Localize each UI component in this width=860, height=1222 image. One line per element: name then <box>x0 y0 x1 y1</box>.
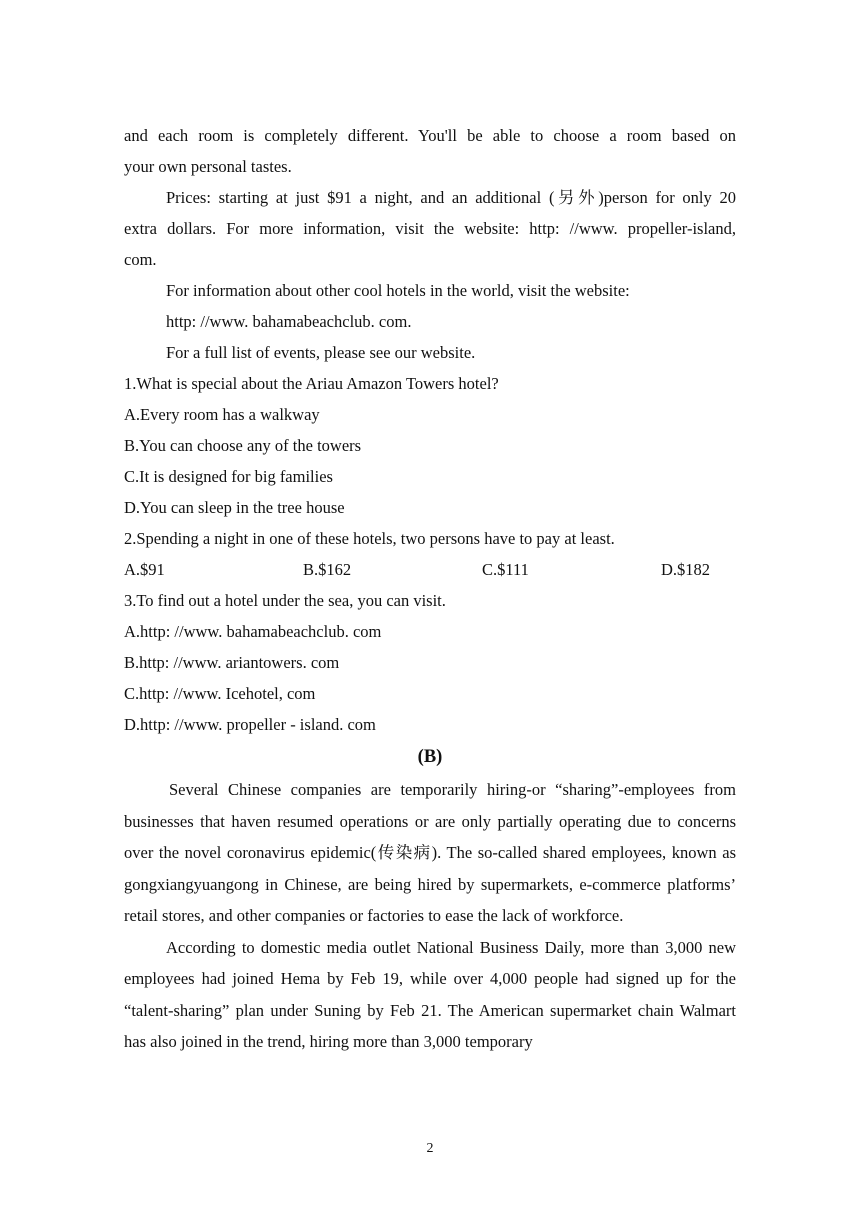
question-2-options <box>124 554 736 585</box>
question-2-option-d: D.$182 <box>661 560 711 579</box>
question-2-stem: 2.Spending a night in one of these hotels, two persons have to pay at least. <box>124 529 615 548</box>
question-3-option-d: D.http: //www. propeller - island. com <box>124 715 376 734</box>
question-3-option-c: C.http: //www. Icehotel, com <box>124 684 316 703</box>
prices-line-2: extra dollars. For more information, visit the website: http: //www. propeller-island, <box>124 219 736 238</box>
section-heading: (B) <box>417 747 443 767</box>
question-1-stem: 1.What is special about the Ariau Amazon Towers hotel? <box>124 374 499 393</box>
intro-line-1: and each room is completely different. You'll be able to choose a room based on <box>124 126 736 145</box>
info-line-3: For a full list of events, please see our website. <box>166 343 476 362</box>
passage-b-paragraph-1: Several Chinese companies are temporarily hiring-or “sharing”-employees from businesses that haven resumed operations or are only partially operating due to concerns over the novel coronavirus epidemic(传染病). The so-called shared employees, known as gongxiangyuangong in Chinese, are being hired by supermarkets, e-commerce platforms’ retail stores, and other companies or factories to ease the lack of workforce. <box>124 780 736 925</box>
prices-line-3: com. <box>124 250 157 269</box>
question-1-option-b: B.You can choose any of the towers <box>124 436 362 455</box>
question-1-option-a: A.Every room has a walkway <box>124 405 320 424</box>
passage-b <box>124 774 736 1058</box>
question-2-option-c: C.$111 <box>482 560 529 579</box>
question-3-option-a: A.http: //www. bahamabeachclub. com <box>124 622 382 641</box>
prices-line-1: Prices: starting at just $91 a night, and an additional (另外)person for only 20 <box>166 188 736 207</box>
question-1-option-d: D.You can sleep in the tree house <box>124 498 345 517</box>
question-1-option-c: C.It is designed for big families <box>124 467 333 486</box>
page-number: 2 <box>426 1141 434 1156</box>
question-3-option-b: B.http: //www. ariantowers. com <box>124 653 340 672</box>
question-3-stem: 3.To find out a hotel under the sea, you can visit. <box>124 591 446 610</box>
document-page <box>124 120 736 1058</box>
intro-line-2: your own personal tastes. <box>124 157 292 176</box>
passage-b-paragraph-2: According to domestic media outlet National Business Daily, more than 3,000 new employees had joined Hema by Feb 19, while over 4,000 people had signed up for the “talent-sharing” plan under Suning by Feb 21. The American supermarket chain Walmart has also joined in the trend, hiring more than 3,000 temporary <box>124 937 736 1051</box>
question-2-option-a: A.$91 <box>124 560 165 579</box>
info-line-1: For information about other cool hotels in the world, visit the website: <box>166 281 630 300</box>
website-line: http: //www. bahamabeachclub. com. <box>166 312 412 331</box>
question-2-option-b: B.$162 <box>303 560 352 579</box>
